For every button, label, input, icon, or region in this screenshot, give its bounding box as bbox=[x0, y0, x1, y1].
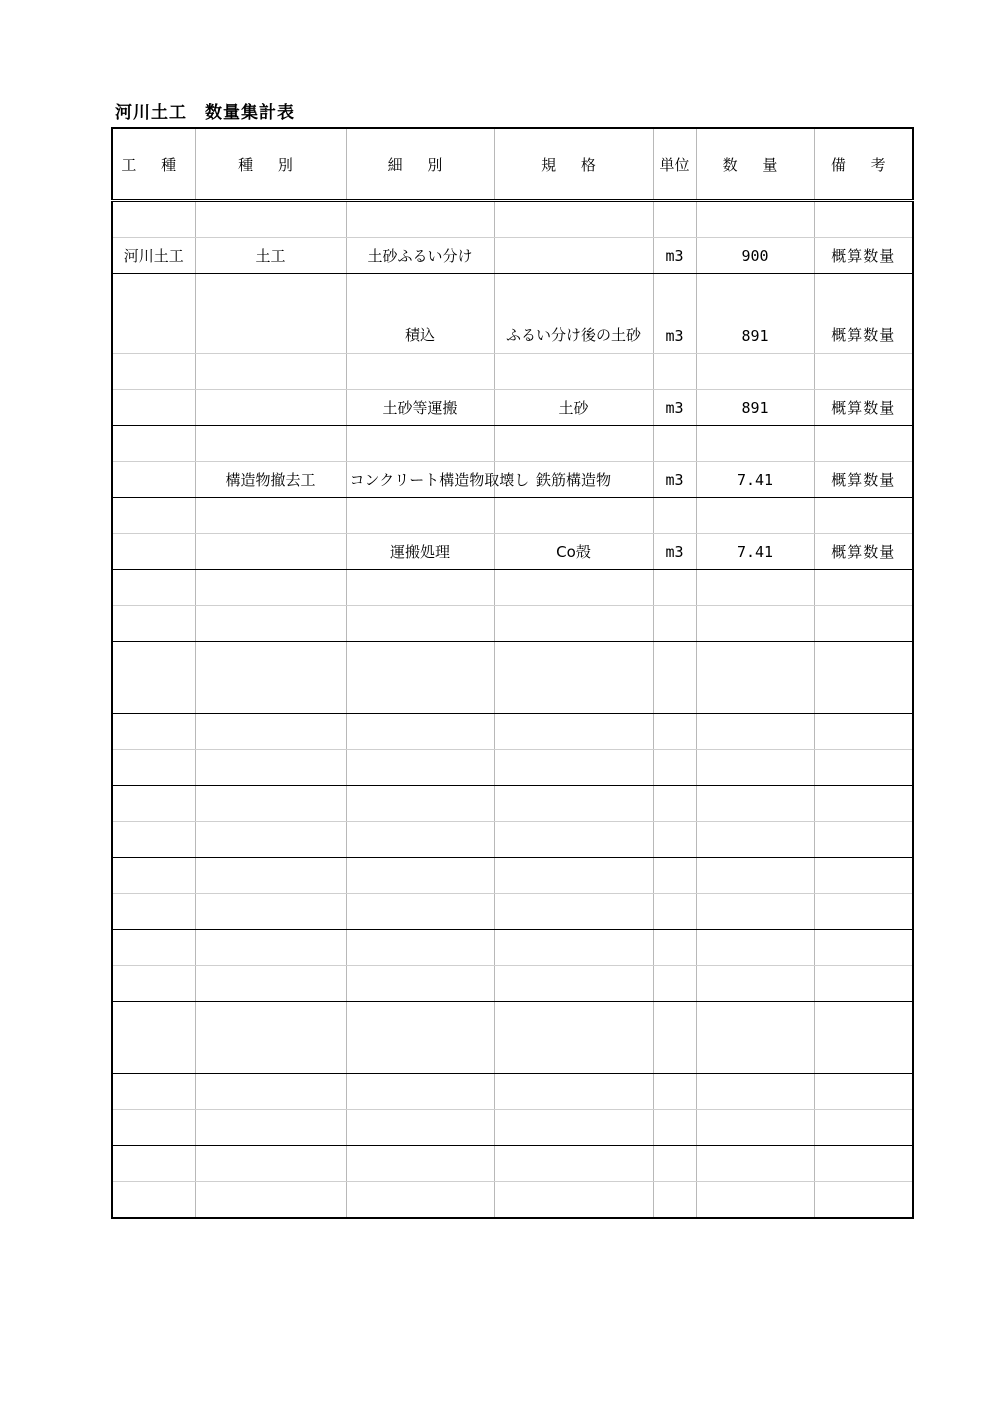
cell-kikaku: Co殻 bbox=[494, 534, 653, 570]
table-cell bbox=[696, 822, 814, 858]
table-cell bbox=[112, 606, 195, 642]
quantity-summary-table bbox=[111, 127, 914, 1219]
table-cell bbox=[696, 1182, 814, 1219]
table-cell bbox=[653, 354, 696, 390]
table-cell bbox=[195, 1182, 346, 1219]
table-cell bbox=[346, 786, 494, 822]
table-cell bbox=[814, 1146, 913, 1182]
table-cell bbox=[112, 1110, 195, 1146]
table-cell bbox=[346, 201, 494, 238]
table-cell bbox=[814, 966, 913, 1002]
cell-bikou: 概算数量 bbox=[814, 238, 913, 274]
cell-saibetsu: 土砂等運搬 bbox=[346, 390, 494, 426]
table-row bbox=[112, 1002, 913, 1074]
table-cell bbox=[653, 201, 696, 238]
table-cell bbox=[494, 201, 653, 238]
table-cell bbox=[814, 1002, 913, 1074]
table-cell bbox=[112, 1002, 195, 1074]
table-cell bbox=[112, 1146, 195, 1182]
table-row bbox=[112, 822, 913, 858]
table-cell bbox=[814, 822, 913, 858]
table-cell bbox=[195, 426, 346, 462]
cell-bikou: 概算数量 bbox=[814, 274, 913, 354]
table-cell bbox=[696, 894, 814, 930]
table-cell bbox=[112, 786, 195, 822]
table-cell bbox=[112, 1074, 195, 1110]
cell-tani: m3 bbox=[653, 274, 696, 354]
table-cell bbox=[195, 966, 346, 1002]
table-row bbox=[112, 1110, 913, 1146]
cell-shubetsu: 土工 bbox=[195, 238, 346, 274]
table-cell bbox=[112, 534, 195, 570]
table-cell bbox=[494, 714, 653, 750]
table-cell bbox=[112, 354, 195, 390]
table-cell bbox=[494, 606, 653, 642]
table-cell bbox=[653, 1110, 696, 1146]
table-cell bbox=[112, 390, 195, 426]
cell-bikou: 概算数量 bbox=[814, 462, 913, 498]
cell-suuryou: 7.41 bbox=[696, 462, 814, 498]
header-shubetsu: 種 別 bbox=[195, 128, 346, 201]
table-row bbox=[112, 354, 913, 390]
table-cell bbox=[195, 1002, 346, 1074]
table-cell bbox=[112, 858, 195, 894]
table-cell bbox=[494, 966, 653, 1002]
table-cell bbox=[112, 642, 195, 714]
table-cell bbox=[112, 274, 195, 354]
table-cell bbox=[494, 1074, 653, 1110]
cell-suuryou: 891 bbox=[696, 390, 814, 426]
table-cell bbox=[814, 930, 913, 966]
table-cell bbox=[195, 786, 346, 822]
table-cell bbox=[346, 822, 494, 858]
table-row bbox=[112, 1074, 913, 1110]
header-tani: 単位 bbox=[653, 128, 696, 201]
table-cell bbox=[346, 1074, 494, 1110]
table-cell bbox=[696, 714, 814, 750]
table-cell bbox=[814, 1074, 913, 1110]
cell-koushu: 河川土工 bbox=[112, 238, 195, 274]
cell-suuryou: 7.41 bbox=[696, 534, 814, 570]
table-row bbox=[112, 498, 913, 534]
table-cell bbox=[195, 1110, 346, 1146]
table-cell bbox=[696, 750, 814, 786]
table-cell bbox=[494, 750, 653, 786]
cell-shubetsu: 構造物撤去工 bbox=[195, 462, 346, 498]
table-cell bbox=[494, 786, 653, 822]
table-cell bbox=[696, 966, 814, 1002]
table-cell bbox=[696, 858, 814, 894]
table-cell bbox=[346, 1146, 494, 1182]
table-cell bbox=[814, 498, 913, 534]
table-cell bbox=[195, 822, 346, 858]
table-cell bbox=[195, 606, 346, 642]
table-cell bbox=[195, 1074, 346, 1110]
table-cell bbox=[653, 714, 696, 750]
table-cell bbox=[494, 354, 653, 390]
header-kikaku: 規 格 bbox=[494, 128, 653, 201]
cell-tani: m3 bbox=[653, 534, 696, 570]
table-cell bbox=[653, 966, 696, 1002]
table-cell bbox=[112, 930, 195, 966]
table-cell bbox=[195, 534, 346, 570]
table-cell bbox=[814, 354, 913, 390]
table-cell bbox=[696, 930, 814, 966]
table-cell bbox=[696, 354, 814, 390]
table-cell bbox=[195, 642, 346, 714]
table-cell bbox=[696, 498, 814, 534]
table-cell bbox=[112, 498, 195, 534]
table-row bbox=[112, 1146, 913, 1182]
table-row bbox=[112, 534, 913, 570]
table-cell bbox=[112, 201, 195, 238]
table-cell bbox=[112, 966, 195, 1002]
table-cell bbox=[653, 750, 696, 786]
table-cell bbox=[653, 894, 696, 930]
table-cell bbox=[696, 426, 814, 462]
table-cell bbox=[653, 930, 696, 966]
table-cell bbox=[814, 201, 913, 238]
cell-saibetsu: 積込 bbox=[346, 274, 494, 354]
table-cell bbox=[112, 714, 195, 750]
table-cell bbox=[653, 858, 696, 894]
cell-kikaku: ふるい分け後の土砂 bbox=[494, 274, 653, 354]
table-cell bbox=[112, 1182, 195, 1219]
table-cell bbox=[494, 426, 653, 462]
table-cell bbox=[653, 498, 696, 534]
header-suuryou: 数 量 bbox=[696, 128, 814, 201]
table-row bbox=[112, 894, 913, 930]
table-cell bbox=[195, 570, 346, 606]
table-row bbox=[112, 642, 913, 714]
table-cell bbox=[814, 750, 913, 786]
cell-bikou: 概算数量 bbox=[814, 390, 913, 426]
table-cell bbox=[653, 642, 696, 714]
table-cell bbox=[195, 858, 346, 894]
table-cell bbox=[195, 498, 346, 534]
table-row bbox=[112, 274, 913, 354]
table-cell bbox=[195, 894, 346, 930]
table-cell bbox=[494, 1002, 653, 1074]
cell-saibetsu: 運搬処理 bbox=[346, 534, 494, 570]
table-cell bbox=[112, 822, 195, 858]
table-cell bbox=[346, 1110, 494, 1146]
table-cell bbox=[696, 786, 814, 822]
table-cell bbox=[346, 426, 494, 462]
table-cell bbox=[112, 426, 195, 462]
table-cell bbox=[696, 1074, 814, 1110]
table-cell bbox=[494, 1110, 653, 1146]
table-row bbox=[112, 786, 913, 822]
table-cell bbox=[195, 354, 346, 390]
cell-tani: m3 bbox=[653, 238, 696, 274]
table-row bbox=[112, 426, 913, 462]
table-cell bbox=[112, 462, 195, 498]
table-cell bbox=[814, 894, 913, 930]
table-row bbox=[112, 238, 913, 274]
table-cell bbox=[653, 822, 696, 858]
table-cell bbox=[346, 606, 494, 642]
table-cell bbox=[195, 714, 346, 750]
table-cell bbox=[814, 786, 913, 822]
table-cell bbox=[653, 570, 696, 606]
table-cell bbox=[814, 642, 913, 714]
table-row bbox=[112, 201, 913, 238]
cell-tani: m3 bbox=[653, 462, 696, 498]
cell-suuryou: 900 bbox=[696, 238, 814, 274]
table-cell bbox=[346, 354, 494, 390]
table-cell bbox=[494, 894, 653, 930]
table-cell bbox=[346, 570, 494, 606]
table-cell bbox=[494, 570, 653, 606]
table-cell bbox=[112, 750, 195, 786]
table-cell bbox=[696, 1002, 814, 1074]
cell-suuryou: 891 bbox=[696, 274, 814, 354]
table-cell bbox=[346, 1002, 494, 1074]
table-cell bbox=[696, 201, 814, 238]
table-cell bbox=[653, 606, 696, 642]
table-row bbox=[112, 930, 913, 966]
table-cell bbox=[346, 1182, 494, 1219]
table-cell bbox=[696, 606, 814, 642]
table-cell bbox=[814, 714, 913, 750]
table-cell bbox=[195, 1146, 346, 1182]
table-cell bbox=[814, 426, 913, 462]
header-saibetsu: 細 別 bbox=[346, 128, 494, 201]
header-koushu: 工 種 bbox=[112, 128, 195, 201]
table-cell bbox=[696, 1146, 814, 1182]
table-row bbox=[112, 750, 913, 786]
cell-bikou: 概算数量 bbox=[814, 534, 913, 570]
table-cell bbox=[195, 274, 346, 354]
table-cell bbox=[112, 570, 195, 606]
table-cell bbox=[195, 390, 346, 426]
table-row bbox=[112, 966, 913, 1002]
table-cell bbox=[346, 750, 494, 786]
table-cell bbox=[653, 1002, 696, 1074]
table-cell bbox=[112, 894, 195, 930]
cell-saibetsu: 土砂ふるい分け bbox=[346, 238, 494, 274]
table-cell bbox=[195, 930, 346, 966]
table-cell bbox=[814, 1110, 913, 1146]
table-cell bbox=[696, 570, 814, 606]
table-row bbox=[112, 390, 913, 426]
table-cell bbox=[346, 858, 494, 894]
table-row bbox=[112, 606, 913, 642]
table-cell bbox=[346, 966, 494, 1002]
table-cell bbox=[494, 858, 653, 894]
table-row bbox=[112, 462, 913, 498]
table-cell bbox=[494, 930, 653, 966]
cell-kikaku bbox=[494, 238, 653, 274]
table-cell bbox=[494, 822, 653, 858]
table-row bbox=[112, 714, 913, 750]
table-cell bbox=[346, 714, 494, 750]
header-row bbox=[112, 128, 913, 201]
document-title: 河川土工 数量集計表 bbox=[115, 103, 295, 123]
table-cell bbox=[346, 498, 494, 534]
table-cell bbox=[653, 1146, 696, 1182]
table-cell bbox=[195, 201, 346, 238]
table-cell bbox=[494, 1146, 653, 1182]
table-cell bbox=[653, 1074, 696, 1110]
table-cell bbox=[494, 642, 653, 714]
table-row bbox=[112, 570, 913, 606]
cell-kikaku: 土砂 bbox=[494, 390, 653, 426]
table-cell bbox=[346, 642, 494, 714]
table-cell bbox=[346, 930, 494, 966]
table-row bbox=[112, 1182, 913, 1219]
table-cell bbox=[814, 1182, 913, 1219]
cell-tani: m3 bbox=[653, 390, 696, 426]
table-cell bbox=[814, 858, 913, 894]
table-cell bbox=[346, 894, 494, 930]
header-bikou: 備 考 bbox=[814, 128, 913, 201]
table-cell bbox=[195, 750, 346, 786]
table-cell bbox=[814, 570, 913, 606]
table-cell bbox=[494, 498, 653, 534]
table-cell bbox=[696, 642, 814, 714]
table-cell bbox=[814, 606, 913, 642]
cell-saibetsu: コンクリート構造物取壊し bbox=[346, 462, 494, 498]
table-cell bbox=[494, 1182, 653, 1219]
table-row bbox=[112, 858, 913, 894]
cell-kikaku: 鉄筋構造物 bbox=[494, 462, 653, 498]
table-cell bbox=[653, 1182, 696, 1219]
table-cell bbox=[653, 426, 696, 462]
table-cell bbox=[653, 786, 696, 822]
table-cell bbox=[696, 1110, 814, 1146]
